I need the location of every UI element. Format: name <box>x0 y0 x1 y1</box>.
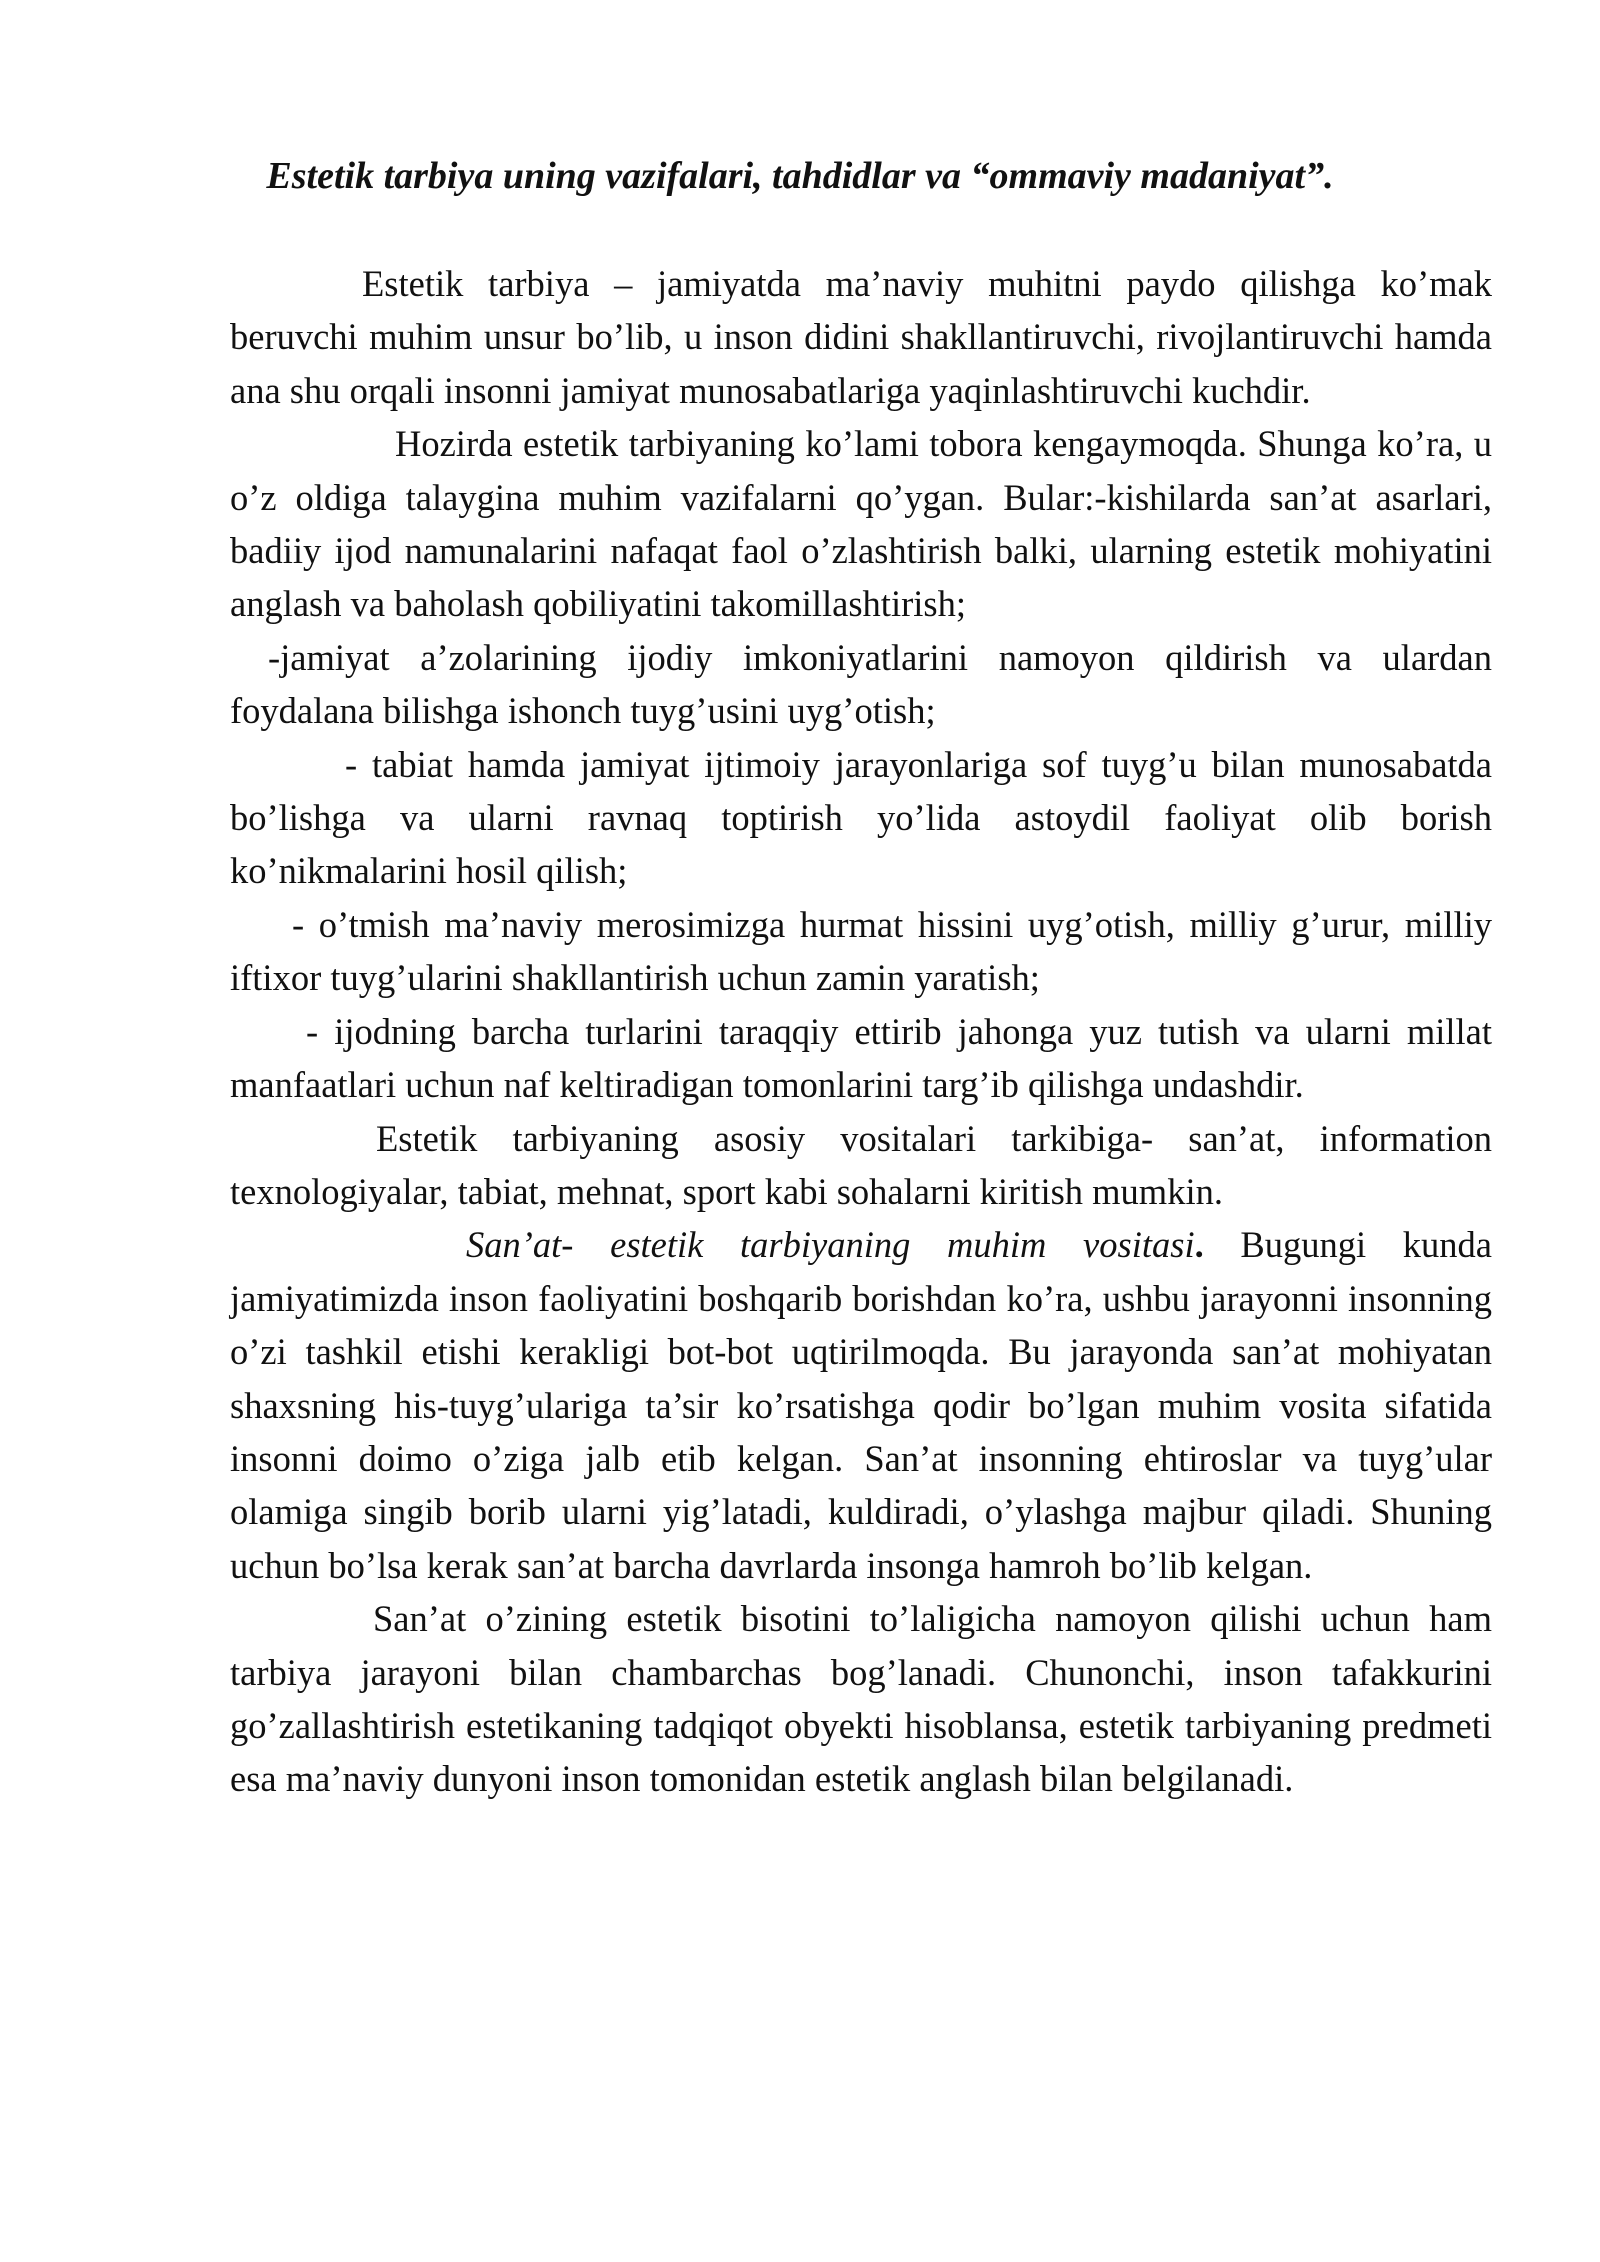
paragraph-means: Estetik tarbiyaning asosiy vositalari tarkibiga- san’at, information texnologiyalar, tabiat, mehnat, sport kabi sohalarni kiritish mumkin. <box>230 1117 1492 1212</box>
art-lead-phrase: San’at- estetik tarbiyaning muhim vositasi <box>466 1224 1195 1266</box>
list-item-nature-society: - tabiat hamda jamiyat ijtimoiy jarayonlariga sof tuyg’u bilan munosabatda bo’lishga va ularni ravnaq toptirish yo’lida astoydil faoliyat olib borish ko’nikmalarini hosil qilish; <box>230 743 1492 892</box>
list-item-creative-abilities: -jamiyat a’zolarining ijodiy imkoniyatlarini namoyon qildirish va ulardan foydalana bilishga ishonch tuyg’usini uyg’otish; <box>230 636 1492 732</box>
paragraph-art <box>230 1218 1492 1592</box>
document-title: Estetik tarbiya uning vazifalari, tahdidlar va “ommaviy madaniyat”. <box>266 155 1334 197</box>
list-item-creativity-development: - ijodning barcha turlarini taraqqiy ettirib jahonga yuz tutish va ularni millat manfaatlari uchun naf keltiradigan tomonlarini targ’ib qilishga undashdir. <box>230 1010 1492 1106</box>
list-item-heritage: - o’tmish ma’naviy merosimizga hurmat hissini uyg’otish, milliy g’urur, milliy iftixor tuyg’ularini shakllantirish uchun zamin yaratish; <box>230 903 1492 999</box>
art-paragraph-text: Bugungi kunda jamiyatimizda inson faoliyatini boshqarib borishdan ko’ra, ushbu jarayonni insonning o’zi tashkil etishi kerakligi bot-bot uqtirilmoqda. Bu jarayonda san’at mohiyatan shaxsning his-tuyg’ulariga ta’sir ko’rsatishga qodir bo’lgan muhim vosita sifatida insonni doimo o’ziga jalb etib kelgan. San’at insonning ehtiroslar va tuyg’ular olamiga singib borib ularni yig’latadi, kuldiradi, o’ylashga majbur qiladi. Shuning uchun bo’lsa kerak san’at barcha davrlarda insonga hamroh bo’lib kelgan. <box>230 1224 1492 1586</box>
paragraph-tasks-intro: Hozirda estetik tarbiyaning ko’lami tobora kengaymoqda. Shunga ko’ra, u o’z oldiga talaygina muhim vazifalarni qo’ygan. Bular:-kishilarda san’at asarlari, badiiy ijod namunalarini nafaqat faol o’zlashtirish balki, ularning estetik mohiyatini anglash va baholash qobiliyatini takomillashtirish; <box>230 423 1492 625</box>
document-body <box>230 257 1492 1806</box>
art-lead-period: . <box>1194 1224 1204 1266</box>
paragraph-final: San’at o’zining estetik bisotini to’laligicha namoyon qilishi uchun ham tarbiya jarayoni bilan chambarchas bog’lanadi. Chunonchi, inson tafakkurini go’zallashtirish estetikaning tadqiqot obyekti hisoblansa, estetik tarbiyaning predmeti esa ma’naviy dunyoni inson tomonidan estetik anglash bilan belgilanadi. <box>230 1598 1492 1800</box>
paragraph-definition: Estetik tarbiya – jamiyatda ma’naviy muhitni paydo qilishga ko’mak beruvchi muhim unsur bo’lib, u inson didini shakllantiruvchi, rivojlantiruvchi hamda ana shu orqali insonni jamiyat munosabatlariga yaqinlashtiruvchi kuchdir. <box>230 263 1492 411</box>
